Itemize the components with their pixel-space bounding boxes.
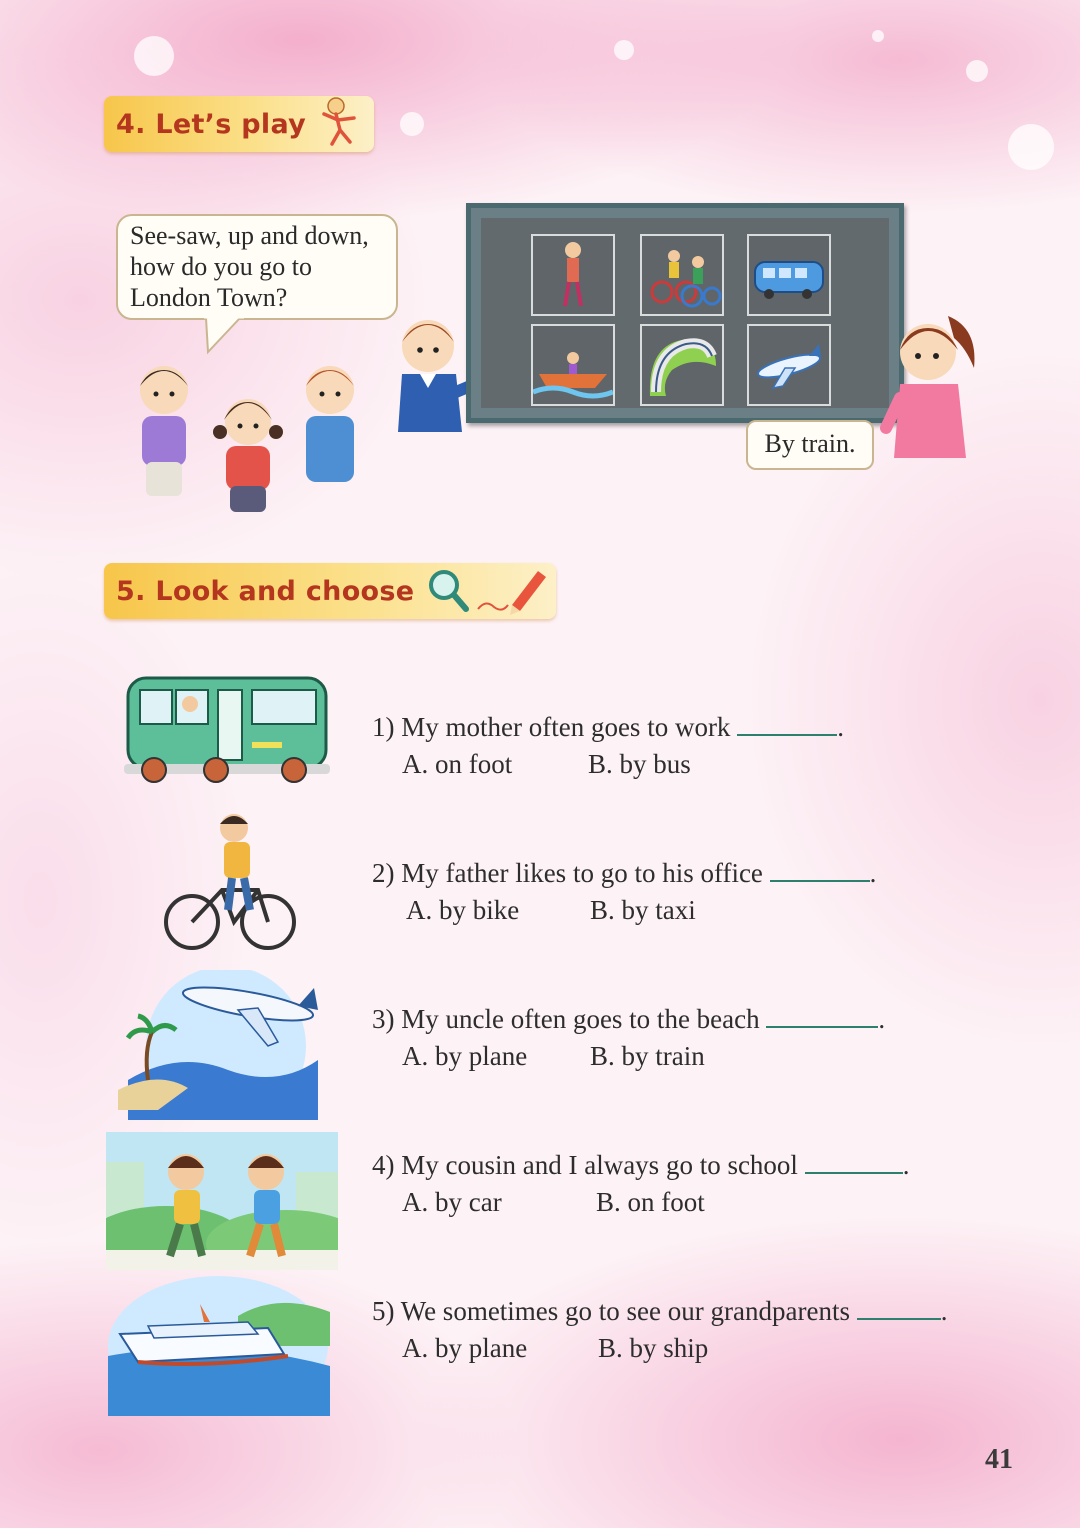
decor-bubble [872,30,884,42]
answer-blank[interactable] [737,708,837,736]
reply-text: By train. [764,429,856,458]
reply-bubble [746,420,874,470]
answer-blank[interactable] [805,1146,903,1174]
option-b[interactable]: B. by bus [588,749,691,779]
question-1: 1) My mother often goes to work . A. on foot B. by bus [372,708,844,783]
page-number: 41 [985,1444,1013,1475]
question-2: 2) My father likes to go to his office . A. by bike B. by taxi [372,854,876,929]
decor-bubble [966,60,988,82]
section-5-banner [104,563,556,619]
question-5: 5) We sometimes go to see our grandparents . A. by plane B. by ship [372,1292,947,1367]
answer-blank[interactable] [857,1292,941,1320]
decor-bubble [134,36,174,76]
option-a[interactable]: A. by plane [402,1333,528,1363]
option-a[interactable]: A. by plane [402,1041,528,1071]
girl-illustration [878,308,988,468]
section-4-banner [104,96,374,152]
board-card-boat [531,324,615,406]
question-text: 4) My cousin and I always go to school [372,1150,798,1180]
decor-bubble [614,40,634,60]
answer-blank[interactable] [766,1000,878,1028]
answer-blank[interactable] [770,854,870,882]
option-a[interactable]: A. by car [402,1187,502,1217]
section-4-title: 4. Let’s play [116,108,307,140]
option-b[interactable]: B. by taxi [590,895,696,925]
question-text: 1) My mother often goes to work [372,712,731,742]
dancing-figure-icon [314,96,364,150]
decor-bubble [1008,124,1054,170]
board-card-walking [531,234,615,316]
pencil-icon [472,565,552,617]
picture-board [466,203,904,423]
board-card-train [640,324,724,406]
speech-line: See-saw, up and down, [130,221,369,250]
board-card-plane [747,324,831,406]
question-text: 3) My uncle often goes to the beach [372,1004,760,1034]
option-a[interactable]: A. on foot [402,749,513,779]
speech-line: London Town? [130,283,288,312]
speech-line: how do you go to [130,252,312,281]
option-b[interactable]: B. by train [590,1041,705,1071]
man-on-bike-picture [162,810,302,960]
board-card-bus [747,234,831,316]
magnifying-glass-icon [426,567,470,615]
question-text: 2) My father likes to go to his office [372,858,763,888]
plane-over-beach-picture [118,970,328,1120]
question-text: 5) We sometimes go to see our grandparents [372,1296,850,1326]
boys-walking-picture [106,1132,338,1270]
speech-bubble [116,214,398,320]
decor-bubble [400,112,424,136]
board-card-bikes [640,234,724,316]
bus-picture [124,672,334,792]
question-3: 3) My uncle often goes to the beach . A. by plane B. by train [372,1000,885,1075]
option-b[interactable]: B. on foot [596,1187,705,1217]
section-5-title: 5. Look and choose [116,575,415,607]
option-a[interactable]: A. by bike [406,895,520,925]
ship-picture [108,1276,330,1416]
option-b[interactable]: B. by ship [598,1333,709,1363]
question-4: 4) My cousin and I always go to school . A. by car B. on foot [372,1146,909,1221]
